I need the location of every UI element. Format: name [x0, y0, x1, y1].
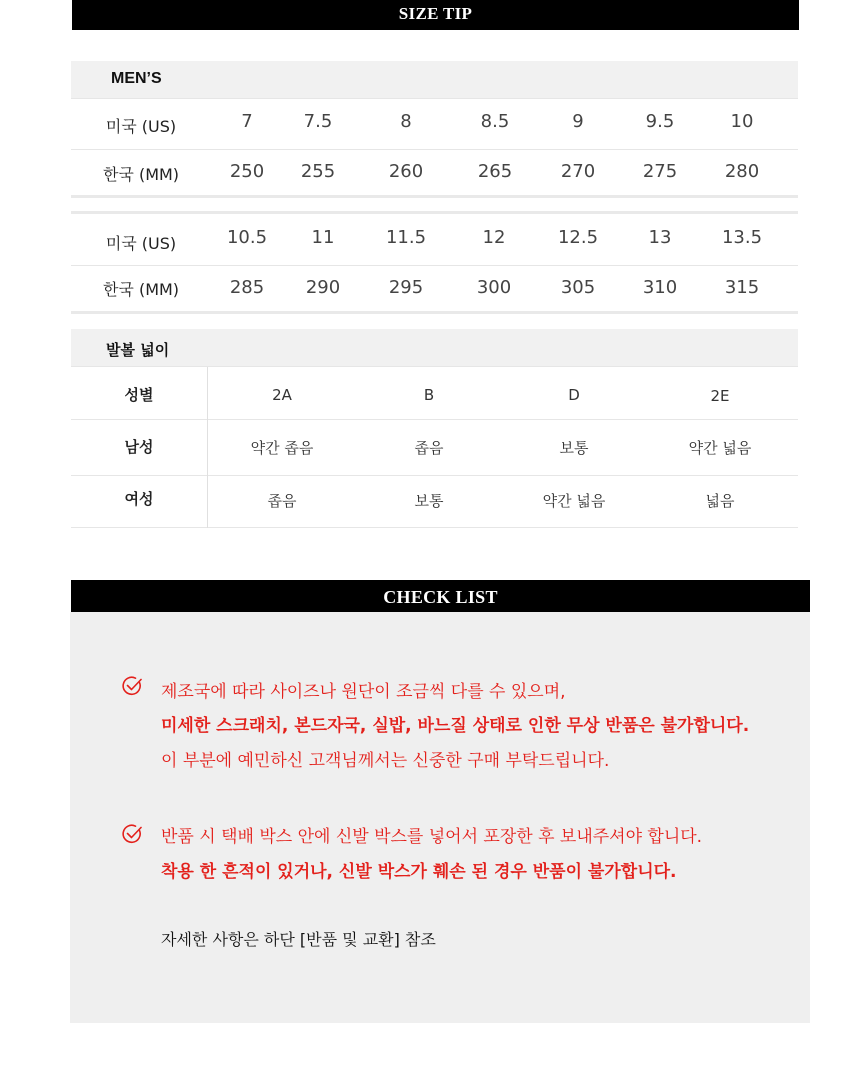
- row-label: 한국 (MM): [102, 165, 180, 184]
- check-item-1-line-3: 이 부분에 예민하신 고객님께서는 신중한 구매 부탁드립니다.: [161, 751, 610, 771]
- size-cell: 7.5: [303, 111, 333, 132]
- width-cell: 약간 좁음: [250, 439, 314, 457]
- size-cell: 9.5: [645, 111, 675, 132]
- size-cell: 270: [560, 161, 596, 182]
- check-item-2-line-2: 착용 한 흔적이 있거나, 신발 박스가 훼손 된 경우 반품이 불가합니다.: [161, 862, 677, 882]
- size-cell: 255: [300, 161, 336, 182]
- size-cell: 250: [229, 161, 265, 182]
- check-item-1-line-2: 미세한 스크래치, 본드자국, 실밥, 바느질 상태로 인한 무상 반품은 불가합니다.: [161, 716, 750, 736]
- size-cell: 290: [305, 277, 341, 298]
- size-cell: 285: [229, 277, 265, 298]
- mens-header: [71, 61, 798, 98]
- size-row-us-1: [71, 98, 798, 149]
- size-cell: 7: [241, 111, 253, 132]
- size-cell: 295: [388, 277, 424, 298]
- width-cell: 보통: [559, 439, 589, 457]
- size-cell: 9: [572, 111, 584, 132]
- width-col-b: B: [423, 386, 435, 404]
- size-cell: 8: [400, 111, 412, 132]
- row-label: 한국 (MM): [102, 280, 180, 299]
- divider: [71, 527, 798, 528]
- width-row-female: [71, 476, 798, 528]
- size-cell: 260: [388, 161, 424, 182]
- size-tip-banner: SIZE TIP: [72, 0, 799, 30]
- size-row-mm-2: [71, 265, 798, 311]
- footnote: 자세한 사항은 하단 [반품 및 교환] 참조: [161, 930, 436, 949]
- width-cell: 보통: [414, 492, 444, 510]
- mens-label: MEN’S: [111, 70, 162, 87]
- check-list-banner: CHECK LIST: [71, 580, 810, 612]
- row-label: 미국 (US): [105, 117, 177, 136]
- size-cell: 8.5: [480, 111, 510, 132]
- column-divider: [207, 367, 208, 528]
- size-cell: 10: [730, 111, 754, 132]
- width-cell: 약간 넓음: [542, 492, 606, 510]
- size-cell: 305: [560, 277, 596, 298]
- width-cell: 넓음: [705, 492, 735, 510]
- divider: [71, 311, 798, 314]
- width-title: 발볼 넓이: [106, 341, 170, 359]
- width-header-row: [71, 367, 798, 419]
- check-circle-icon: [121, 823, 143, 845]
- check-item-2-line-1: 반품 시 택배 박스 안에 신발 박스를 넣어서 포장한 후 보내주셔야 합니다.: [161, 827, 703, 847]
- check-list-panel: [70, 612, 810, 1023]
- check-item-1-line-1: 제조국에 따라 사이즈나 원단이 조금씩 다를 수 있으며,: [161, 682, 566, 702]
- size-cell: 315: [724, 277, 760, 298]
- width-row-male: [71, 420, 798, 475]
- width-cell: 약간 넓음: [688, 439, 752, 457]
- size-cell: 280: [724, 161, 760, 182]
- width-cell: 좁음: [414, 439, 444, 457]
- size-cell: 275: [642, 161, 678, 182]
- size-row-us-2: [71, 214, 798, 265]
- width-col-2a: 2A: [272, 386, 292, 404]
- gender-header: 성별: [124, 386, 154, 404]
- size-cell: 265: [477, 161, 513, 182]
- size-cell: 11: [311, 227, 335, 248]
- size-cell: 300: [476, 277, 512, 298]
- size-cell: 12.5: [557, 227, 599, 248]
- check-circle-icon: [121, 675, 143, 697]
- row-label: 미국 (US): [105, 234, 177, 253]
- size-row-mm-1: [71, 149, 798, 195]
- size-cell: 11.5: [385, 227, 427, 248]
- size-cell: 13: [648, 227, 672, 248]
- row-label: 남성: [124, 438, 154, 456]
- size-cell: 13.5: [721, 227, 763, 248]
- size-cell: 10.5: [226, 227, 268, 248]
- size-cell: 310: [642, 277, 678, 298]
- width-col-2e: 2E: [710, 387, 730, 405]
- width-cell: 좁음: [267, 492, 297, 510]
- size-cell: 12: [482, 227, 506, 248]
- width-col-d: D: [568, 386, 580, 404]
- row-label: 여성: [124, 490, 154, 508]
- width-header: [71, 329, 798, 366]
- divider: [71, 195, 798, 198]
